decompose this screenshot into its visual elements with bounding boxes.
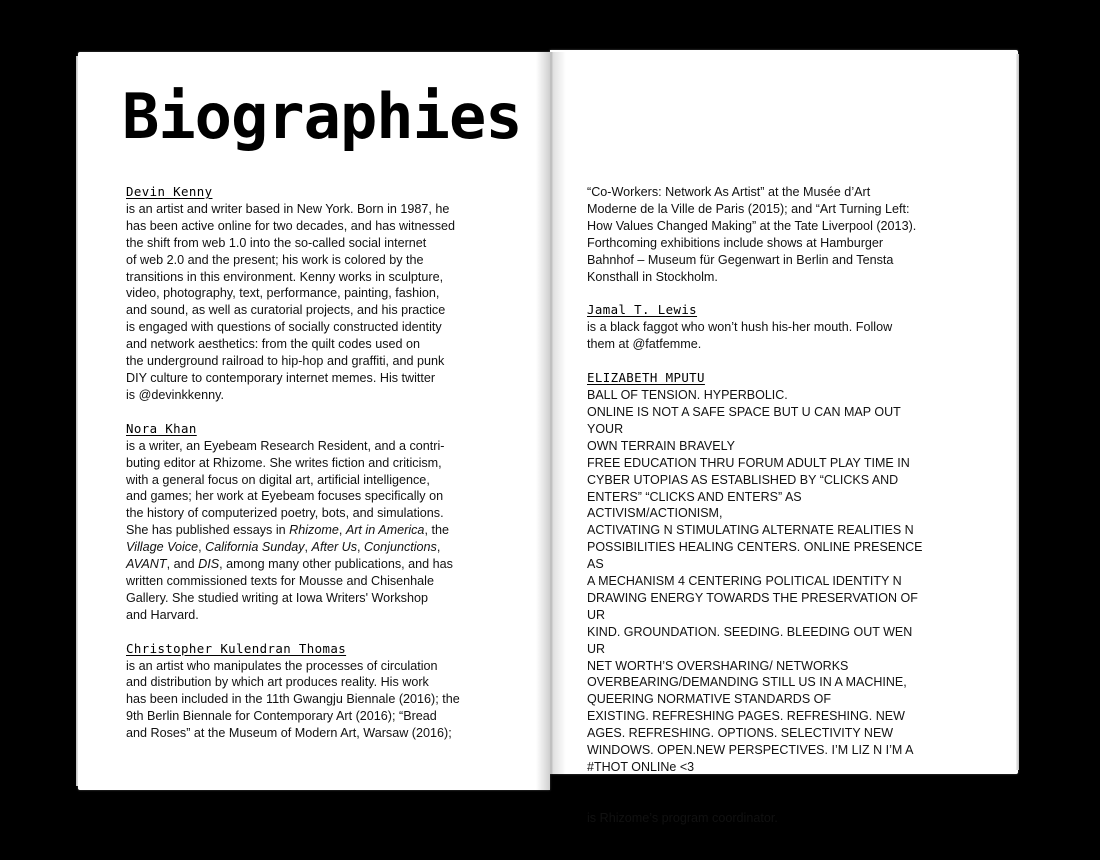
publication-title: AVANT (126, 557, 167, 572)
right-page-edge (1016, 54, 1019, 770)
bio-entry (126, 421, 471, 624)
bio-name: ELIZABETH MPUTU (587, 370, 705, 386)
bio-entry (126, 641, 471, 742)
bio-text: is an artist who manipulates the processes of circulation and distribution by which art produces reality. His work has been included in the 11th Gwangju Biennale (2016); the 9th Berlin Biennale for Contemporary Art (2016); “Bread and Roses” at the Museum of Modern Art, Warsaw (2016); (126, 658, 460, 741)
bio-name: Nora Khan (126, 420, 197, 436)
bio-text: is a writer, an Eyebeam Research Resident, and a contri- buting editor at Rhizome. She writes fiction and criticism, with a general focus on digital art, artificial intelligence, and games; her work at Eyebeam focuses specifically on the history of computerized poetry, bots, and simulations. She has published essays in Rhizome, Art in America, the Village Voice, California Sunday, After Us, Conjunctions, AVANT, and DIS, among many other publications, and has written commissioned texts for Mousse and Chisenhale Gallery. She studied writing at Iowa Writers' Workshop and Harvard. (126, 438, 453, 622)
page-title: Biographies (122, 80, 522, 153)
publication-title: Art in America (345, 523, 425, 538)
bio-name: Christopher Kulendran Thomas (126, 640, 347, 656)
bio-entry (587, 793, 927, 827)
bio-text: is a black faggot who won’t hush his-her mouth. Follow them at @fatfemme. (587, 320, 893, 352)
right-column (587, 184, 927, 844)
publication-title: California Sunday (205, 540, 305, 555)
bio-text: is an artist and writer based in New York. Born in 1987, he has been active online for two decades, and has witnessed the shift from web 1.0 into the so-called social internet of web 2.0 and the present; his work is colored by the transitions in this environment. Kenny works in sculpture, video, photography, text, performance, painting, fashion, and sound, as well as curatorial projects, and his practice is engaged with questions of socially constructed identity and network aesthetics: from the quilt codes used on the underground railroad to hip-hop and graffiti, and punk DIY culture to contemporary internet memes. His twitter is @devinkkenny. (126, 201, 456, 402)
bio-text: is Rhizome’s program coordinator. (587, 810, 778, 825)
publication-title: Rhizome (289, 523, 339, 538)
left-column (126, 184, 471, 759)
publication-title: Conjunctions (364, 540, 437, 555)
publication-title: After Us (311, 540, 358, 555)
bio-name: Devin Kenny (126, 184, 213, 199)
bio-entry (126, 184, 471, 404)
bio-name: Jamal T. Lewis (587, 302, 698, 318)
bio-text: BALL OF TENSION. HYPERBOLIC. ONLINE IS NOT A SAFE SPACE BUT U CAN MAP OUT YOUR OWN TERRAIN BRAVELY FREE EDUCATION THRU FORUM ADULT PLAY TIME IN CYBER UTOPIAS AS ESTABLISHED BY “CLICKS AND ENTERS” “CLICKS AND ENTERS” AS ACTIVISM/ACTIONISM, ACTIVATING N STIMULATING ALTERNATE REALITIES N POSSIBILITIES HEALING CENTERS. ONLINE PRESENCE AS A MECHANISM 4 CENTERING POLITICAL IDENTITY N DRAWING ENERGY TOWARDS THE PRESERVATION OF UR KIND. GROUNDATION. SEEDING. BLEEDING OUT WEN UR NET WORTH’S OVERSHARING/ NETWORKS OVERBEARING/DEMANDING STILL US IN A MACHINE, QUEERING NORMATIVE STANDARDS OF EXISTING. REFRESHING PAGES. REFRESHING. NEW AGES. REFRESHING. OPTIONS. SELECTIVITY NEW WINDOWS. OPEN.NEW PERSPECTIVES. I’M LIZ N I’M A #THOT ONLINe <3 (587, 388, 923, 774)
publication-title: DIS (198, 557, 220, 572)
bio-entry (587, 370, 927, 776)
bio-continuation (587, 184, 927, 285)
publication-title: Village Voice (126, 540, 199, 555)
bio-entry (587, 302, 927, 353)
bio-name: Kaela Noel (587, 792, 666, 808)
bio-text: “Co-Workers: Network As Artist” at the Musée d’Art Moderne de la Ville de Paris (2015); and “Art Turning Left: How Values Changed Making” at the Tate Liverpool (2013). Forthcoming exhibitions include shows at Hamburger Bahnhof – Museum für Gegenwart in Berlin and Tensta Konsthall in Stockholm. (587, 185, 917, 284)
